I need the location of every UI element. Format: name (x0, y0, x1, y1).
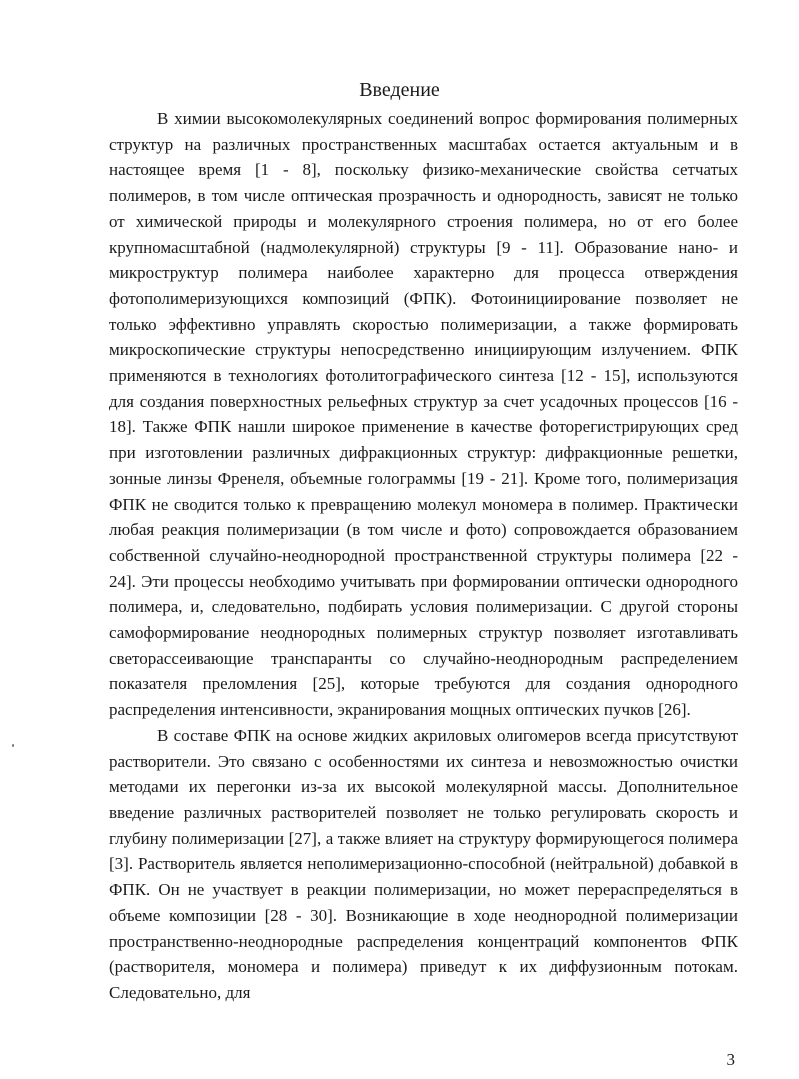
section-title: Введение (359, 79, 440, 101)
page-number: 3 (726, 1050, 735, 1069)
paragraph-2: В составе ФПК на основе жидких акриловых олигомеров всегда присутствуют растворители. Это связано с особенностями их синтеза и невозможностью очистки методами их перегонки из-за их высокой молекулярной массы. Дополнительное введение различных растворителей позволяет не только регулировать скорость и глубину полимеризации [27], а также влияет на структуру формирующегося полимера [3]. Растворитель является неполимеризационно-способной (нейтральной) добавкой в ФПК. Он не участвует в реакции полимеризации, но может перераспределяться в объеме композиции [28 - 30]. Возникающие в ходе неоднородной полимеризации пространственно-неоднородные распределения концентраций компонентов ФПК (растворителя, мономера и полимера) приведут к их диффузионным потокам. Следовательно, для (109, 725, 738, 1002)
paragraph-1: В химии высокомолекулярных соединений вопрос формирования полимерных структур на различных пространственных масштабах остается актуальным и в настоящее время [1 - 8], поскольку физико-механические свойства сетчатых полимеров, в том числе оптическая прозрачность и однородность, зависят не только от химической природы и молекулярного строения полимера, но от его более крупномасштабной (надмолекулярной) структуры [9 - 11]. Образование нано- и микроструктур полимера наиболее характерно для процесса отверждения фотополимеризующихся композиций (ФПК). Фотоинициирование позволяет не только эффективно управлять скоростью полимеризации, а также формировать микроскопические структуры непосредственно инициирующим излучением. ФПК применяются в технологиях фотолитографического синтеза [12 - 15], используются для создания поверхностных рельефных структур за счет усадочных процессов [16 - 18]. Также ФПК нашли широкое применение в качестве фоторегистрирующих сред при изготовлении различных дифракционных структур: дифракционные решетки, зонные линзы Френеля, объемные голограммы [19 - 21]. Кроме того, полимеризация ФПК не сводится только к превращению молекул мономера в полимер. Практически любая реакция полимеризации (в том числе и фото) сопровождается образованием собственной случайно-неоднородной пространственной структуры полимера [22 - 24]. Эти процессы необходимо учитывать при формировании оптически однородного полимера, и, следовательно, подбирать условия полимеризации. С другой стороны самоформирование неоднородных полимерных структур позволяет изготавливать светорассеивающие транспаранты со случайно-неоднородным распределением показателя преломления [25], которые требуются для создания однородного распределения интенсивности, экранирования мощных оптических пучков [26]. (109, 109, 738, 720)
scan-speck (12, 744, 14, 747)
body-text (109, 106, 738, 1006)
